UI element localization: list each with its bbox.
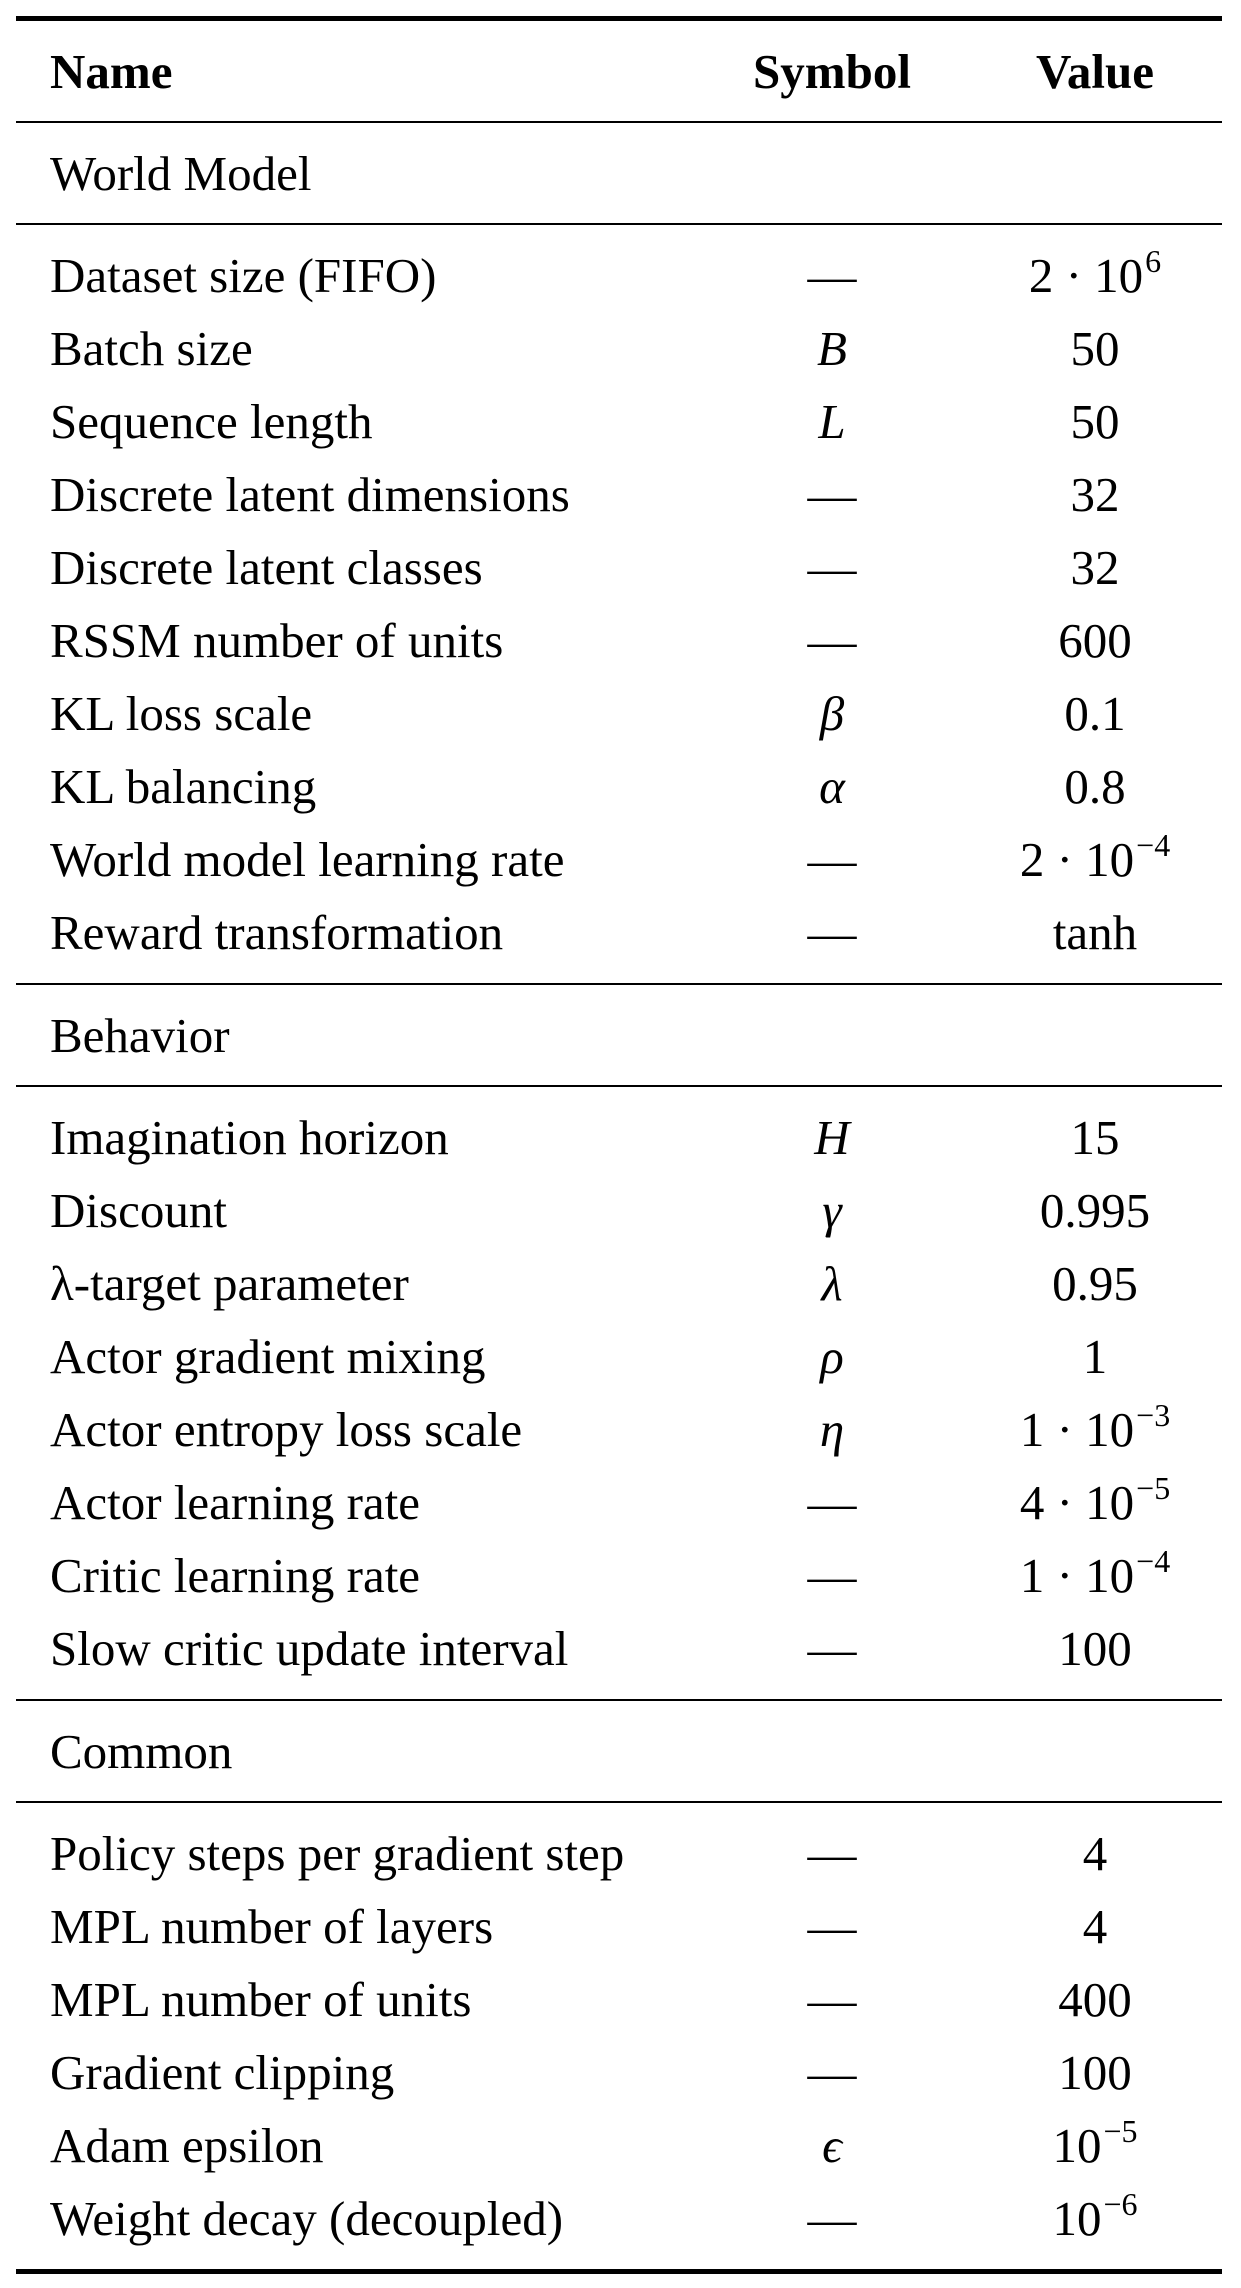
param-name: World model learning rate [50,832,565,887]
table-row [16,1963,1222,2036]
section-header [16,1701,1222,1801]
param-symbol: L [818,394,846,449]
param-value [968,1826,1222,1881]
table-row [16,1320,1222,1393]
table-row [16,458,1222,531]
param-symbol: — [807,2191,857,2246]
param-value-mantissa: 2 · 10 [1028,248,1144,303]
param-symbol: γ [822,1183,842,1238]
hyperparameter-table [16,16,1222,2274]
param-value-exponent: −6 [1103,2186,1138,2222]
param-value-mantissa: 32 [1070,540,1120,595]
param-value-exponent: −3 [1136,1397,1171,1433]
table-row [16,896,1222,969]
param-value-mantissa: 1 · 10 [1019,1548,1135,1603]
param-value-mantissa: 50 [1070,394,1120,449]
param-value-mantissa: 600 [1058,613,1132,668]
param-value [968,1470,1222,1530]
param-value-exponent: 6 [1145,243,1162,279]
table-row [16,1466,1222,1539]
param-name: Sequence length [50,394,373,449]
param-name: Critic learning rate [50,1548,421,1603]
param-value [968,1543,1222,1603]
param-value-mantissa: 10 [1052,2191,1102,2246]
header-value: Value [1035,43,1154,99]
param-value [968,905,1222,960]
param-value [968,2045,1222,2100]
table-row [16,312,1222,385]
table-row [16,1890,1222,1963]
param-name: Discount [50,1183,227,1238]
param-name: RSSM number of units [50,613,504,668]
param-symbol: — [807,1475,857,1530]
table-row [16,677,1222,750]
table-row [16,750,1222,823]
param-value [968,2186,1222,2246]
param-name: Slow critic update interval [50,1621,569,1676]
param-name: Discrete latent dimensions [50,467,570,522]
param-value-mantissa: 100 [1058,2045,1132,2100]
param-name: Policy steps per gradient step [50,1826,625,1881]
header-row [16,21,1222,121]
section-title: Behavior [50,1007,230,1063]
param-value [968,686,1222,741]
table-row [16,1539,1222,1612]
param-symbol: — [807,832,857,887]
param-symbol: — [807,905,857,960]
param-name: Batch size [50,321,253,376]
param-value-mantissa: 0.1 [1064,686,1126,741]
param-symbol: ϵ [822,2118,842,2173]
table-row [16,1612,1222,1685]
param-symbol: — [807,540,857,595]
param-symbol: ρ [820,1329,844,1384]
table-row [16,1101,1222,1174]
param-value [968,1621,1222,1676]
table-body [16,121,1222,2269]
param-value [968,243,1222,303]
param-value-mantissa: 4 [1082,1826,1108,1881]
table-row [16,2109,1222,2182]
section-title: World Model [50,145,312,201]
param-value-mantissa: 2 · 10 [1019,832,1135,887]
table-row [16,604,1222,677]
table-row [16,1174,1222,1247]
param-value [968,1899,1222,1954]
param-value [968,827,1222,887]
param-symbol: — [807,248,857,303]
table-row [16,823,1222,896]
param-name: MPL number of layers [50,1899,494,1954]
param-name: MPL number of units [50,1972,472,2027]
param-value [968,467,1222,522]
table-row [16,2182,1222,2255]
param-symbol: — [807,1548,857,1603]
param-symbol: λ [821,1256,843,1311]
param-name: Gradient clipping [50,2045,395,2100]
section-header [16,123,1222,223]
section-header [16,985,1222,1085]
param-symbol: — [807,1621,857,1676]
param-symbol: β [819,686,845,741]
param-value-exponent: −4 [1136,1543,1171,1579]
param-name: Actor entropy loss scale [50,1402,523,1457]
table-row [16,1393,1222,1466]
param-value [968,540,1222,595]
param-name: Imagination horizon [50,1110,449,1165]
param-symbol: — [807,1972,857,2027]
param-value [968,1329,1222,1384]
param-name: Discrete latent classes [50,540,483,595]
param-value [968,1110,1222,1165]
header-name: Name [50,43,173,99]
param-value-exponent: −5 [1103,2113,1138,2149]
param-value-mantissa: 0.8 [1064,759,1126,814]
param-value-mantissa: 1 [1082,1329,1108,1384]
param-value-mantissa: 32 [1070,467,1120,522]
param-value-mantissa: 400 [1058,1972,1132,2027]
table-row [16,1817,1222,1890]
param-value-mantissa: 10 [1052,2118,1102,2173]
param-name: Actor learning rate [50,1475,421,1530]
param-name: Reward transformation [50,905,504,960]
param-value-exponent: −5 [1136,1470,1171,1506]
param-value-mantissa: 0.995 [1039,1183,1151,1238]
param-value-mantissa: 15 [1070,1110,1120,1165]
table-row [16,531,1222,604]
param-symbol: — [807,613,857,668]
table-row [16,1247,1222,1320]
param-symbol: — [807,1899,857,1954]
section-title: Common [50,1723,233,1779]
param-value [968,394,1222,449]
param-value [968,2113,1222,2173]
param-value-exponent: −4 [1136,827,1171,863]
param-symbol: α [819,759,845,814]
param-name: λ-target parameter [50,1256,409,1311]
param-name: KL loss scale [50,686,313,741]
param-name: Dataset size (FIFO) [50,248,437,303]
param-value-mantissa: 1 · 10 [1019,1402,1135,1457]
bottom-rule [16,2269,1222,2274]
table-row [16,385,1222,458]
param-symbol: H [814,1110,850,1165]
param-name: Adam epsilon [50,2118,324,2173]
param-value-mantissa: tanh [1052,905,1138,960]
table-row [16,239,1222,312]
param-value [968,1972,1222,2027]
param-value-mantissa: 4 · 10 [1019,1475,1135,1530]
param-symbol: — [807,467,857,522]
param-value [968,321,1222,376]
param-value [968,613,1222,668]
param-value-mantissa: 50 [1070,321,1120,376]
header-symbol: Symbol [753,43,911,99]
param-symbol: η [819,1402,845,1457]
param-value [968,1183,1222,1238]
param-value [968,1397,1222,1457]
param-value [968,1256,1222,1311]
param-value-mantissa: 100 [1058,1621,1132,1676]
param-value-mantissa: 4 [1082,1899,1108,1954]
param-name: Weight decay (decoupled) [50,2191,564,2246]
param-symbol: — [807,2045,857,2100]
param-symbol: — [807,1826,857,1881]
param-symbol: B [817,321,847,376]
param-name: KL balancing [50,759,317,814]
table-row [16,2036,1222,2109]
param-value-mantissa: 0.95 [1052,1256,1138,1311]
param-name: Actor gradient mixing [50,1329,486,1384]
param-value [968,759,1222,814]
